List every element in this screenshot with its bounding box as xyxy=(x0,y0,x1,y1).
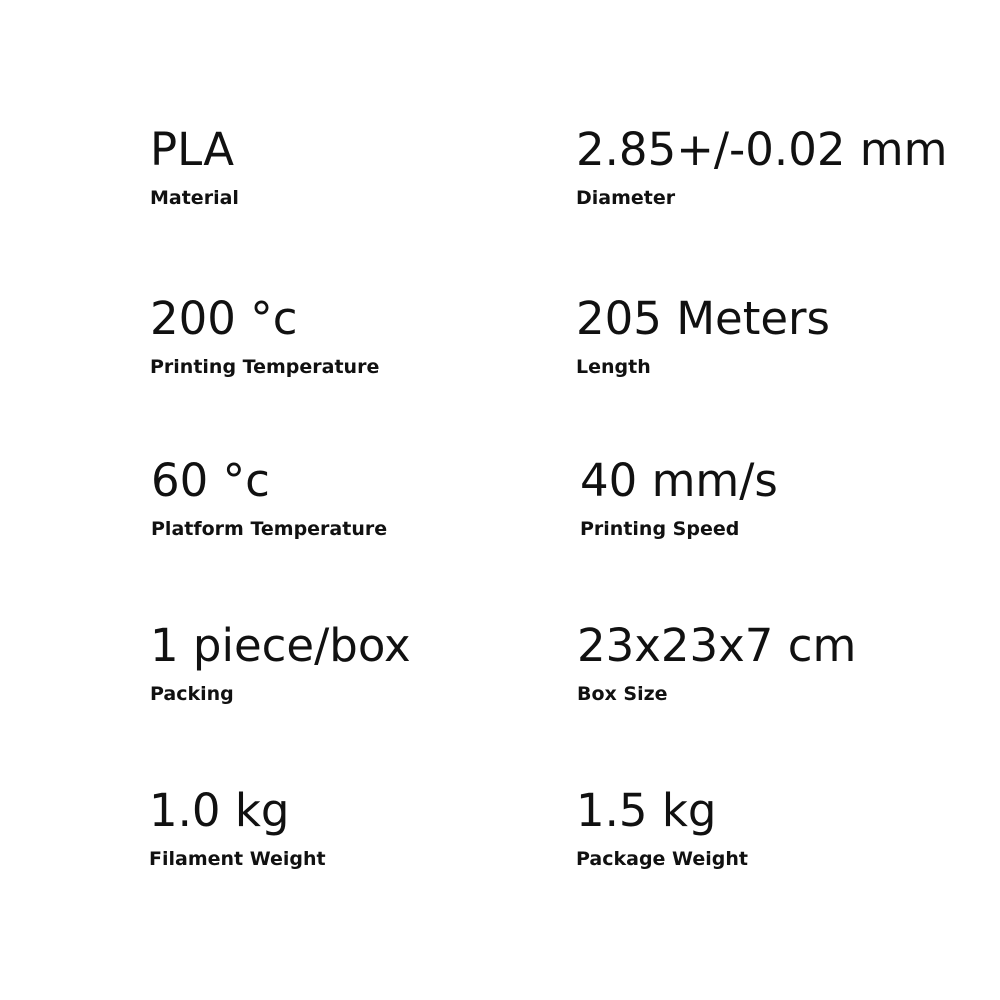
spec-diameter xyxy=(576,124,947,210)
spec-length xyxy=(576,293,830,379)
spec-label: Printing Temperature xyxy=(150,356,380,378)
spec-value: 2.85+/-0.02 mm xyxy=(576,123,948,176)
spec-label: Printing Speed xyxy=(580,518,740,540)
spec-value: 1.0 kg xyxy=(149,784,290,837)
spec-label: Length xyxy=(576,356,651,378)
spec-package-weight xyxy=(576,785,748,871)
spec-filament-weight xyxy=(149,785,326,871)
spec-value: 1 piece/box xyxy=(150,619,411,672)
spec-value: 205 Meters xyxy=(576,292,830,345)
spec-label: Filament Weight xyxy=(149,848,326,870)
spec-value: 23x23x7 cm xyxy=(577,619,857,672)
spec-label: Package Weight xyxy=(576,848,748,870)
spec-value: PLA xyxy=(150,123,235,176)
spec-label: Material xyxy=(150,187,239,209)
spec-label: Packing xyxy=(150,683,234,705)
spec-value: 1.5 kg xyxy=(576,784,717,837)
spec-platform-temperature xyxy=(151,455,387,541)
spec-value: 200 °c xyxy=(150,292,298,345)
spec-label: Diameter xyxy=(576,187,676,209)
spec-printing-temperature xyxy=(150,293,379,379)
spec-box-size xyxy=(577,620,856,706)
spec-printing-speed xyxy=(580,455,778,541)
spec-value: 60 °c xyxy=(151,454,270,507)
spec-value: 40 mm/s xyxy=(580,454,778,507)
spec-material xyxy=(150,124,239,210)
spec-label: Platform Temperature xyxy=(151,518,388,540)
spec-label: Box Size xyxy=(577,683,668,705)
spec-packing xyxy=(150,620,411,706)
